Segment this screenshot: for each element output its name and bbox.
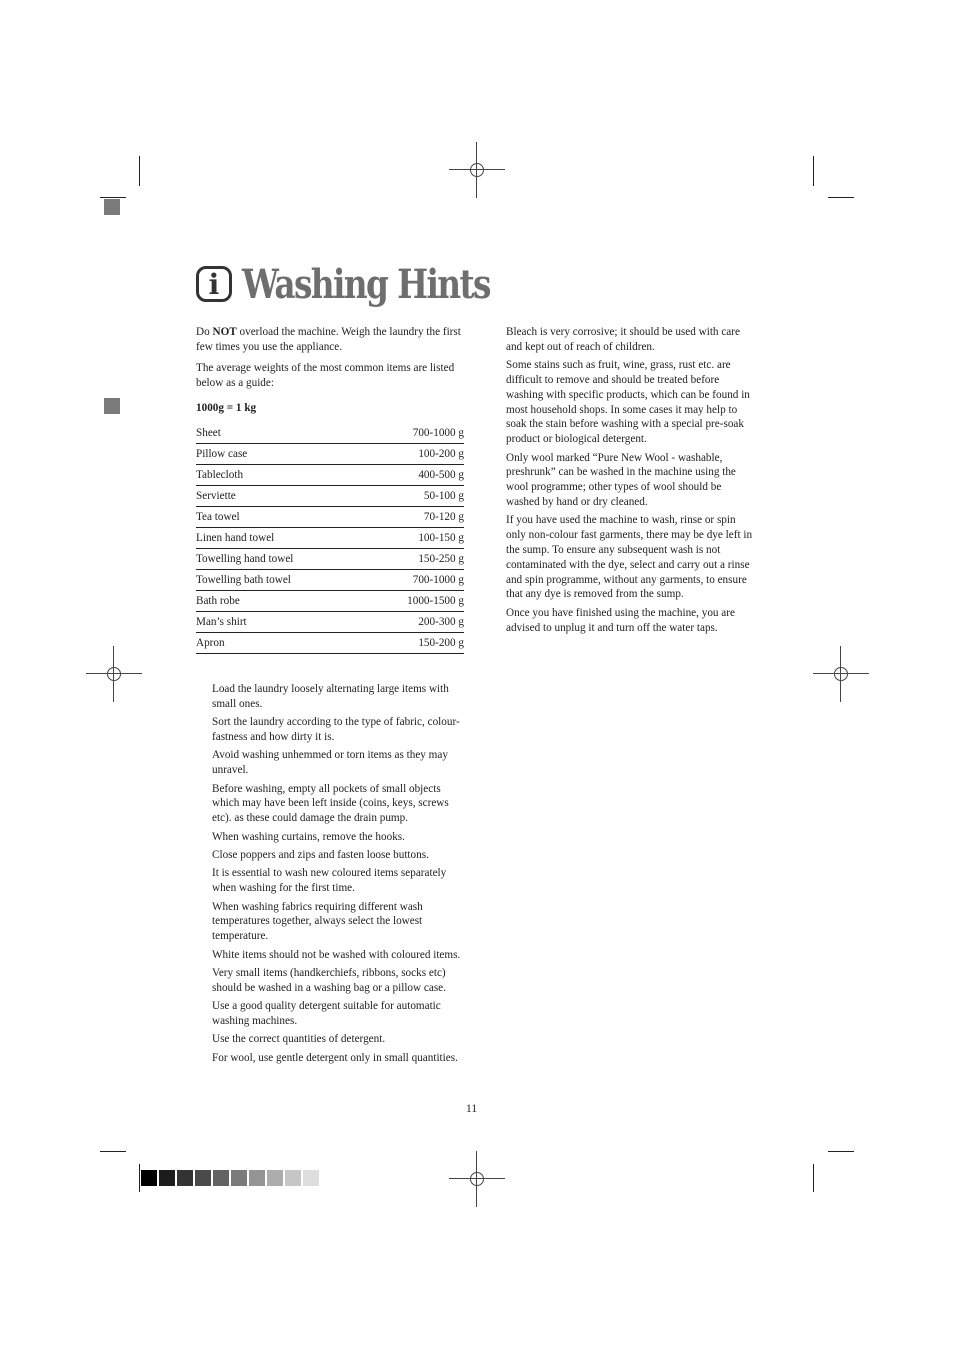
intro-paragraph: Do NOT overload the machine. Weigh the laundry the first few times you use the appliance. — [196, 326, 461, 353]
item-name: Towelling hand towel — [196, 549, 365, 570]
item-weight: 700-1000 g — [365, 570, 464, 591]
color-swatch — [159, 1170, 175, 1186]
item-name: Pillow case — [196, 444, 365, 465]
item-weight: 400-500 g — [365, 465, 464, 486]
registration-mark — [449, 142, 505, 198]
crop-mark — [139, 156, 140, 186]
crop-mark — [828, 1151, 854, 1152]
color-swatch — [195, 1170, 211, 1186]
item-weight: 100-200 g — [365, 444, 464, 465]
list-item: Close poppers and zips and fasten loose buttons. — [212, 848, 429, 861]
item-weight: 100-150 g — [365, 528, 464, 549]
item-name: Tablecloth — [196, 465, 365, 486]
color-swatch — [303, 1170, 319, 1186]
table-row — [196, 570, 464, 591]
item-name: Serviette — [196, 486, 365, 507]
table-row — [196, 633, 464, 654]
right-column — [506, 325, 756, 639]
crop-mark — [139, 1164, 140, 1192]
page-title: Washing Hints — [242, 260, 490, 308]
color-bar — [141, 1170, 321, 1186]
table-row — [196, 591, 464, 612]
list-item: Load the laundry loosely alternating large items with small ones. — [212, 683, 449, 710]
item-name: Tea towel — [196, 507, 365, 528]
color-swatch — [231, 1170, 247, 1186]
item-name: Towelling bath towel — [196, 570, 365, 591]
list-item: White items should not be washed with coloured items. — [212, 948, 461, 961]
registration-mark — [86, 646, 142, 702]
item-name: Apron — [196, 633, 365, 654]
color-swatch — [285, 1170, 301, 1186]
table-row — [196, 423, 464, 444]
table-row — [196, 465, 464, 486]
weights-heading: 1000g = 1 kg — [196, 402, 257, 414]
color-swatch — [141, 1170, 157, 1186]
weights-table — [196, 423, 464, 654]
crop-mark — [828, 197, 854, 198]
item-weight: 70-120 g — [365, 507, 464, 528]
registration-mark — [449, 1151, 505, 1207]
item-weight: 200-300 g — [365, 612, 464, 633]
table-row — [196, 486, 464, 507]
table-row — [196, 612, 464, 633]
color-swatch — [177, 1170, 193, 1186]
paragraph: Once you have finished using the machine, you are advised to unplug it and turn off the water taps. — [506, 606, 735, 634]
side-marker — [104, 398, 120, 414]
color-swatch — [213, 1170, 229, 1186]
crop-mark — [813, 1164, 814, 1192]
page-number: 11 — [466, 1103, 478, 1115]
item-name: Bath robe — [196, 591, 365, 612]
info-icon: i — [196, 266, 232, 302]
table-row — [196, 549, 464, 570]
intro-paragraph: The average weights of the most common items are listed below as a guide: — [196, 362, 455, 389]
item-name: Sheet — [196, 423, 365, 444]
color-swatch — [267, 1170, 283, 1186]
page-header — [196, 260, 544, 308]
table-row — [196, 444, 464, 465]
item-weight: 700-1000 g — [365, 423, 464, 444]
registration-mark — [813, 646, 869, 702]
list-item: Very small items (handkerchiefs, ribbons, socks etc) should be washed in a washing bag or a pillow case. — [212, 966, 446, 994]
item-weight: 150-200 g — [365, 633, 464, 654]
crop-mark — [100, 197, 126, 198]
item-name: Linen hand towel — [196, 528, 365, 549]
paragraph: Some stains such as fruit, wine, grass, rust etc. are difficult to remove and should be treated before washing with specific products, which can be found in most household shops. In some cases it may help to soak the stain before washing with a special pre-soak product or biological detergent. — [506, 359, 750, 446]
paragraph: Bleach is very corrosive; it should be used with care and kept out of reach of children. — [506, 326, 740, 353]
tips-list — [212, 682, 468, 1069]
list-item: It is essential to wash new coloured items separately when washing for the first time. — [212, 867, 447, 895]
side-marker — [104, 199, 120, 215]
list-item: Use the correct quantities of detergent. — [212, 1033, 386, 1046]
list-item: Before washing, empty all pockets of small objects which may have been left inside (coins, keys, screws etc). as these could damage the drain pump. — [212, 782, 449, 825]
item-name: Man’s shirt — [196, 612, 365, 633]
list-item: Avoid washing unhemmed or torn items as they may unravel. — [212, 749, 448, 777]
list-item: For wool, use gentle detergent only in small quantities. — [212, 1051, 458, 1064]
crop-mark — [100, 1151, 126, 1152]
item-weight: 1000-1500 g — [365, 591, 464, 612]
list-item: When washing curtains, remove the hooks. — [212, 830, 405, 843]
item-weight: 150-250 g — [365, 549, 464, 570]
paragraph: If you have used the machine to wash, rinse or spin only non-colour fast garments, there may be dye left in the sump. To ensure any subsequent wash is not contaminated with the dye, select and carry out a rinse and spin programme, without any garments, to ensure that any dye is removed from the sump. — [506, 514, 753, 601]
list-item: When washing fabrics requiring different wash temperatures together, always select the lowest temperature. — [212, 900, 423, 943]
table-row — [196, 507, 464, 528]
paragraph: Only wool marked “Pure New Wool - washable, preshrunk” can be washed in the machine using the wool programme; other types of wool should be washed by hand or dry cleaned. — [506, 451, 736, 508]
list-item: Sort the laundry according to the type of fabric, colour-fastness and how dirty it is. — [212, 716, 460, 743]
list-item: Use a good quality detergent suitable for automatic washing machines. — [212, 1000, 441, 1027]
item-weight: 50-100 g — [365, 486, 464, 507]
table-row — [196, 528, 464, 549]
crop-mark — [813, 156, 814, 186]
color-swatch — [249, 1170, 265, 1186]
